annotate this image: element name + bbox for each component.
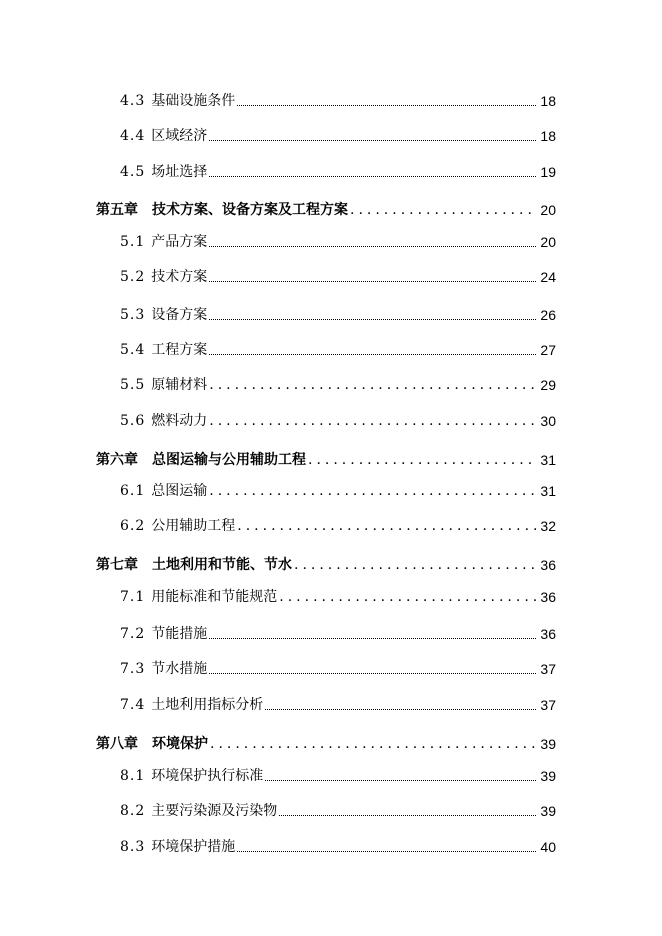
toc-entry-number: 8.3 (120, 839, 146, 855)
toc-entry-number: 4.4 (120, 128, 146, 144)
toc-chapter-page: 36 (540, 557, 556, 573)
toc-entry-title: 环境保护措施 (151, 839, 236, 855)
dot-leader (209, 175, 536, 177)
toc-entry-page: 39 (540, 803, 556, 819)
toc-entry-page: 18 (540, 128, 556, 144)
dot-leader (350, 201, 536, 219)
toc-entry-title: 区域经济 (151, 128, 208, 144)
toc-entry[interactable] (120, 798, 556, 820)
toc-chapter-title: 技术方案、设备方案及工程方案 (152, 202, 348, 218)
toc-entry-title: 主要污染源及污染物 (151, 803, 278, 819)
toc-entry-title: 总图运输 (151, 483, 208, 499)
dot-leader (209, 280, 536, 282)
toc-entry-page: 39 (540, 768, 556, 784)
dot-leader (294, 556, 536, 574)
toc-entry-page: 30 (540, 413, 556, 429)
toc-chapter-number: 第五章 (96, 202, 138, 218)
toc-entry[interactable] (120, 834, 556, 856)
toc-entry-number: 4.5 (120, 164, 146, 180)
toc-entry-page: 24 (540, 269, 556, 285)
toc-entry-number: 7.2 (120, 626, 146, 642)
dot-leader (209, 482, 536, 500)
toc-entry-number: 5.4 (120, 342, 146, 358)
toc-entry-number: 4.3 (120, 93, 146, 109)
toc-entry-title: 土地利用指标分析 (151, 697, 264, 713)
toc-entry-title: 产品方案 (151, 234, 208, 250)
toc-entry-page: 20 (540, 234, 556, 250)
toc-entry-title: 燃料动力 (151, 413, 208, 429)
toc-chapter-title: 环境保护 (152, 736, 208, 752)
toc-entry-title: 技术方案 (151, 269, 208, 285)
toc-entry[interactable] (120, 692, 556, 714)
toc-chapter[interactable] (96, 447, 556, 469)
toc-entry[interactable] (120, 159, 556, 181)
toc-entry-number: 7.3 (120, 661, 146, 677)
toc-chapter-number: 第七章 (96, 557, 138, 573)
dot-leader (209, 318, 536, 320)
dot-leader (209, 412, 536, 430)
dot-leader (209, 245, 536, 247)
toc-entry-page: 26 (540, 307, 556, 323)
toc-entry-number: 7.4 (120, 697, 146, 713)
toc-chapter-page: 20 (540, 202, 556, 218)
toc-entry[interactable] (120, 229, 556, 251)
toc-chapter-title: 总图运输与公用辅助工程 (152, 452, 306, 468)
dot-leader (265, 708, 536, 710)
toc-chapter-page: 39 (540, 736, 556, 752)
toc-entry[interactable] (120, 621, 556, 643)
toc-entry-page: 27 (540, 342, 556, 358)
toc-entry-number: 8.1 (120, 768, 146, 784)
toc-entry[interactable] (120, 763, 556, 785)
toc-entry-page: 36 (540, 589, 556, 605)
toc-entry-title: 环境保护执行标准 (151, 768, 264, 784)
toc-chapter-number: 第八章 (96, 736, 138, 752)
dot-leader (210, 735, 536, 753)
toc-entry-title: 设备方案 (151, 307, 208, 323)
toc-chapter[interactable] (96, 731, 556, 753)
toc-entry-number: 5.2 (120, 269, 146, 285)
toc-chapter[interactable] (96, 552, 556, 574)
toc-entry-title: 场址选择 (151, 164, 208, 180)
toc-entry-number: 8.2 (120, 803, 146, 819)
dot-leader (209, 353, 536, 355)
toc-chapter-title: 土地利用和节能、节水 (152, 557, 292, 573)
toc-entry-title: 节能措施 (151, 626, 208, 642)
toc-entry[interactable] (120, 584, 556, 606)
dot-leader (209, 672, 536, 674)
dot-leader (237, 517, 536, 535)
toc-entry-page: 19 (540, 164, 556, 180)
dot-leader (279, 588, 536, 606)
dot-leader (308, 451, 536, 469)
toc-chapter[interactable] (96, 197, 556, 219)
dot-leader (279, 814, 536, 816)
toc-entry-title: 工程方案 (151, 342, 208, 358)
toc-entry-number: 5.3 (120, 307, 146, 323)
toc-entry[interactable] (120, 513, 556, 535)
dot-leader (237, 104, 536, 106)
dot-leader (209, 139, 536, 141)
toc-entry-title: 原辅材料 (151, 377, 208, 393)
toc-entry-number: 5.5 (120, 377, 146, 393)
toc-chapter-number: 第六章 (96, 452, 138, 468)
toc-entry-title: 节水措施 (151, 661, 208, 677)
toc-entry-number: 6.1 (120, 483, 146, 499)
toc-entry-title: 用能标准和节能规范 (151, 589, 278, 605)
dot-leader (237, 850, 536, 852)
toc-entry[interactable] (120, 478, 556, 500)
toc-entry[interactable] (120, 264, 556, 286)
dot-leader (209, 376, 536, 394)
toc-entry[interactable] (120, 656, 556, 678)
toc-entry-title: 基础设施条件 (151, 93, 236, 109)
toc-entry-number: 6.2 (120, 518, 146, 534)
toc-entry[interactable] (120, 88, 556, 110)
toc-entry-page: 31 (540, 483, 556, 499)
toc-entry-number: 5.6 (120, 413, 146, 429)
toc-entry-page: 37 (540, 661, 556, 677)
toc-entry[interactable] (120, 408, 556, 430)
toc-entry[interactable] (120, 337, 556, 359)
toc-entry-page: 37 (540, 697, 556, 713)
toc-entry-page: 29 (540, 377, 556, 393)
toc-entry-number: 7.1 (120, 589, 146, 605)
toc-entry-page: 36 (540, 626, 556, 642)
toc-entry-number: 5.1 (120, 234, 146, 250)
dot-leader (265, 779, 536, 781)
toc-entry-page: 18 (540, 93, 556, 109)
toc-entry[interactable] (120, 302, 556, 324)
toc-entry[interactable] (120, 123, 556, 145)
toc-chapter-page: 31 (540, 452, 556, 468)
toc-entry[interactable] (120, 372, 556, 394)
dot-leader (209, 637, 536, 639)
toc-entry-page: 40 (540, 839, 556, 855)
toc-entry-page: 32 (540, 518, 556, 534)
toc-entry-title: 公用辅助工程 (151, 518, 236, 534)
